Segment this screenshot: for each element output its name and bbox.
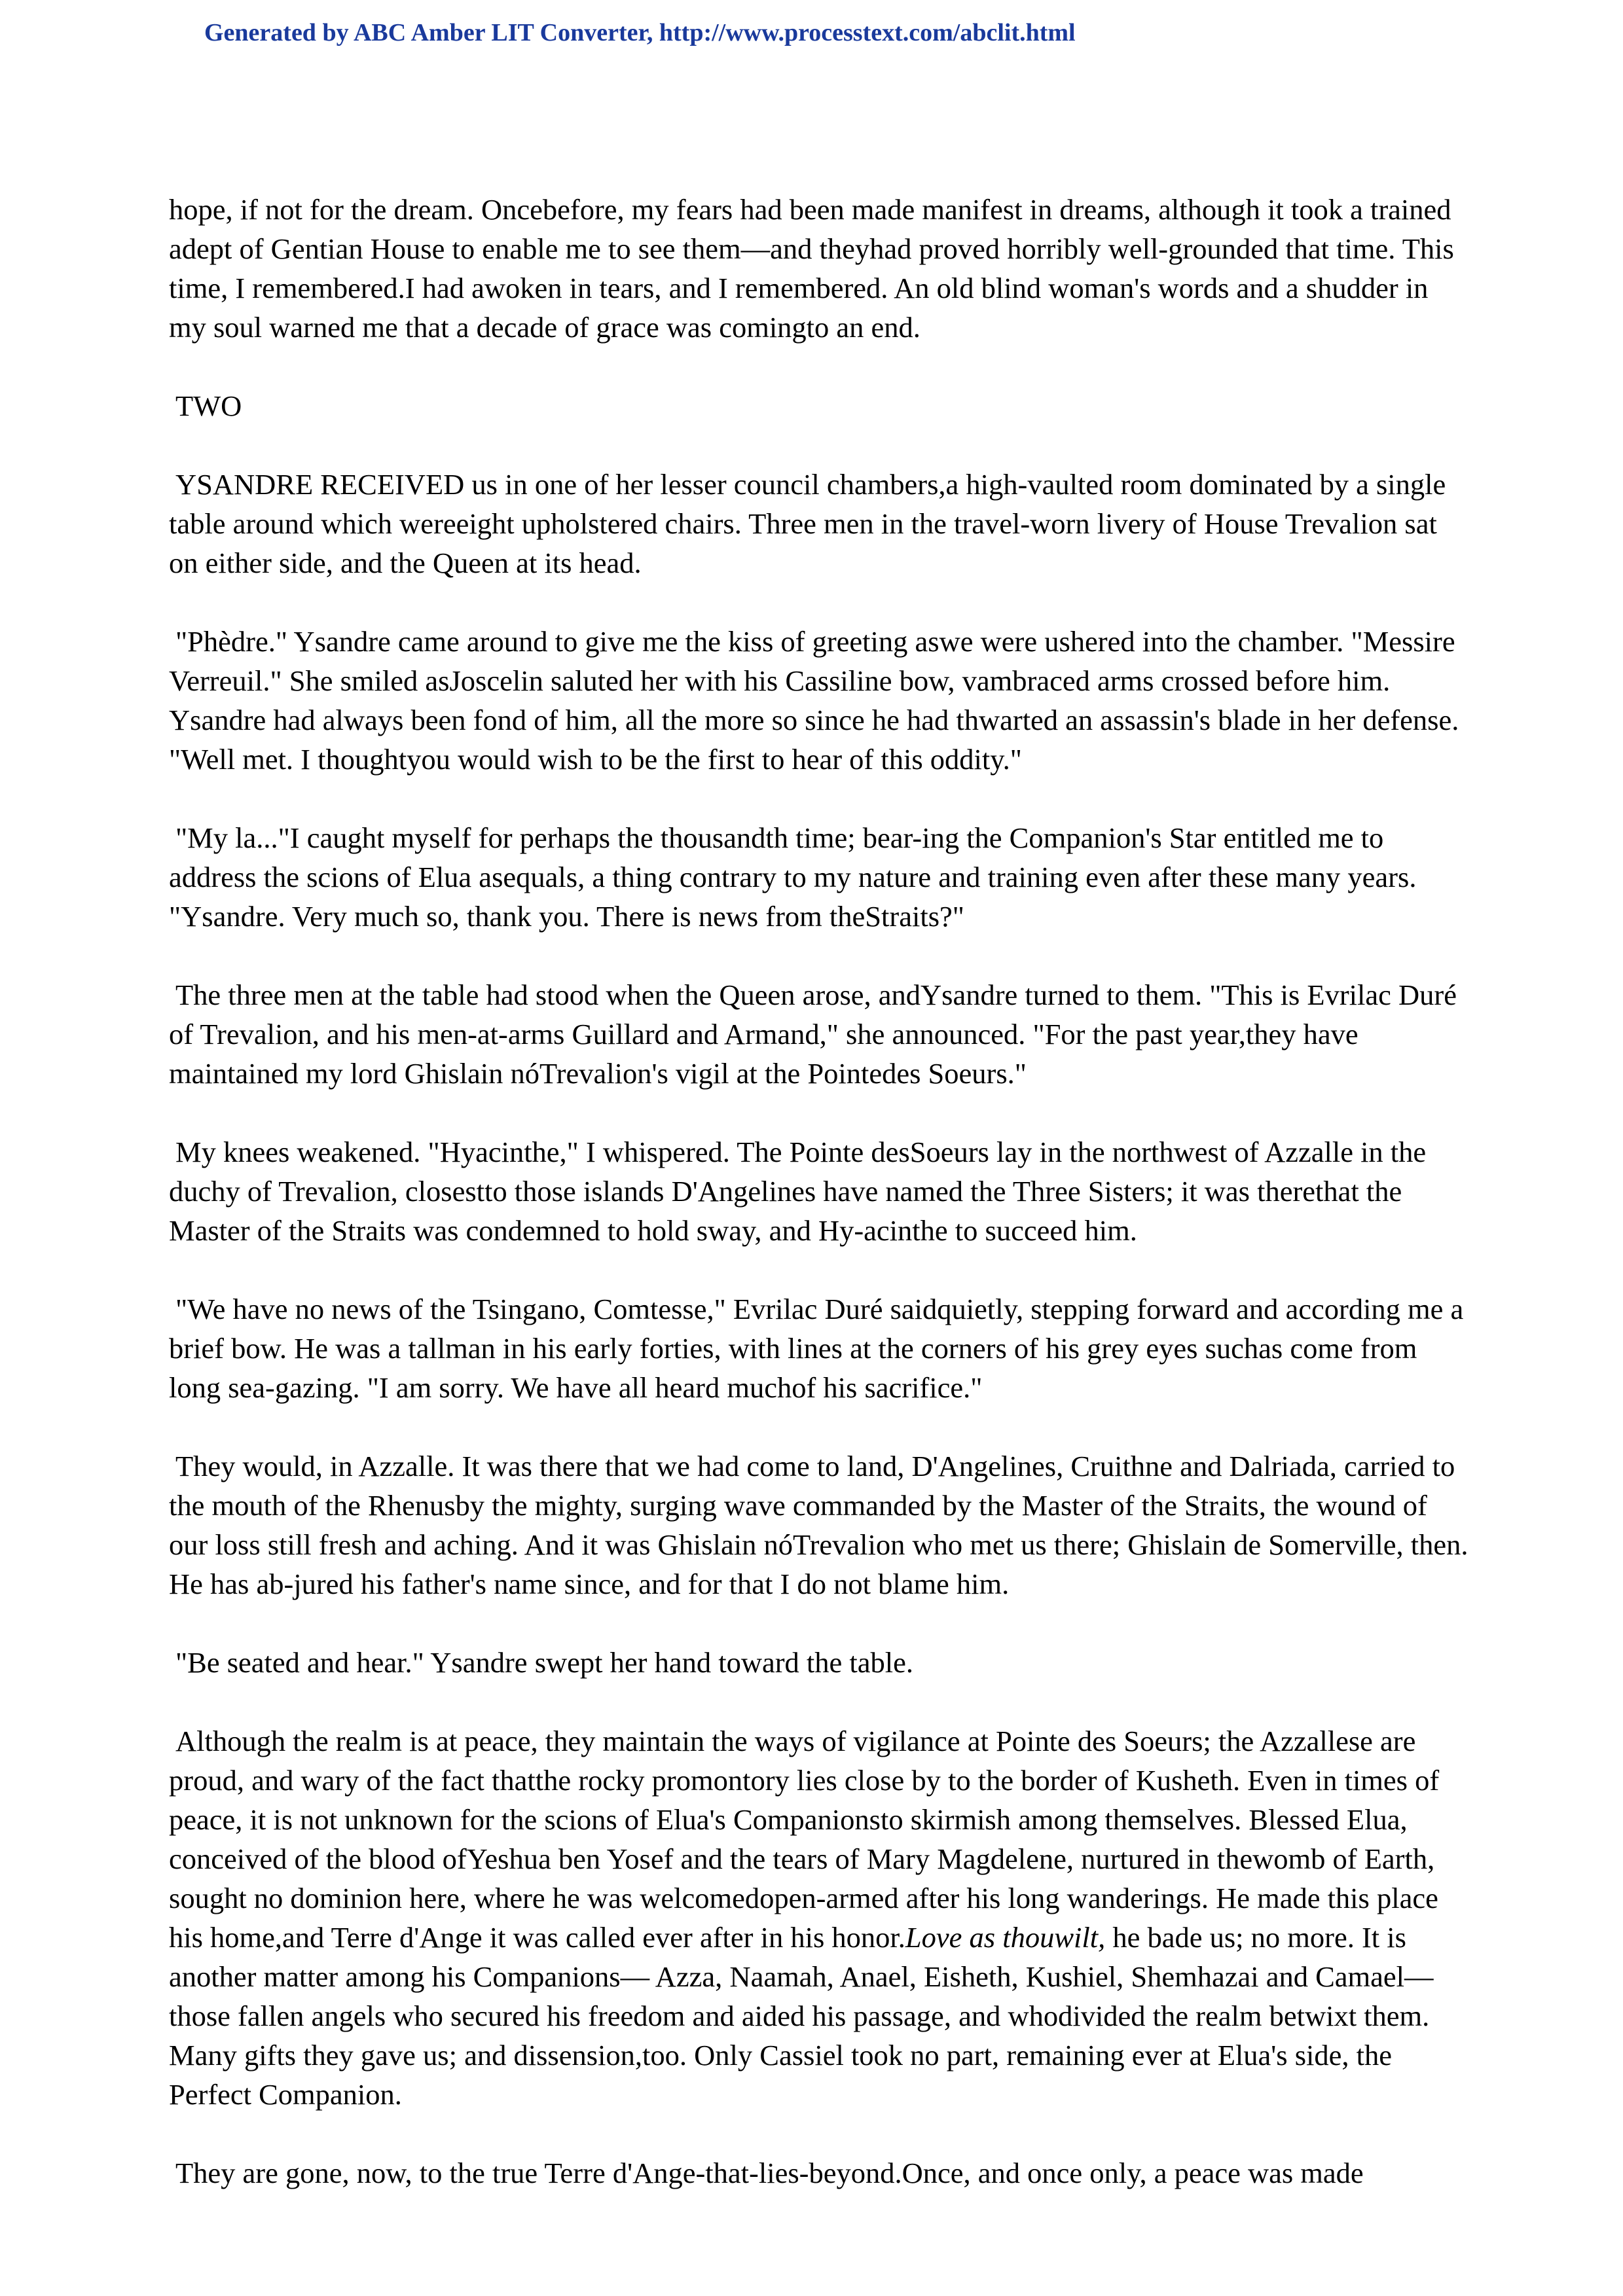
- paragraph-9: They would, in Azzalle. It was there that we had come to land, D'Angelines, Cruithne and Dalriada, carried to the mouth of the Rhenusby the mighty, surging wave commanded by the Master of the Straits, the wound of our loss still fresh and aching. And it was Ghislain nóTrevalion who met us there; Ghislain de Somerville, then. He has ab-jured his father's name since, and for that I do not blame him.: [169, 1450, 1468, 1600]
- paragraph-1: hope, if not for the dream. Oncebefore, my fears had been made manifest in dreams, although it took a trained adept of Gentian House to enable me to see them—and theyhad proved horribly well-grounded that time. This time, I remembered.I had awoken in tears, and I remembered. An old blind woman's words and a shudder in my soul warned me that a decade of grace was comingto an end.: [169, 193, 1454, 344]
- italic-quote: Love as thouwilt,: [905, 1921, 1106, 1954]
- paragraph-8: "We have no news of the Tsingano, Comtesse," Evrilac Duré saidquietly, stepping forward and according me a brief bow. He was a tallman in his early forties, with lines at the corners of his grey eyes suchas come from long sea-gazing. "I am sorry. We have all heard muchof his sacrifice.": [169, 1293, 1464, 1404]
- paragraph-10: "Be seated and hear." Ysandre swept her hand toward the table.: [175, 1646, 913, 1679]
- paragraph-11: [169, 1721, 1472, 2114]
- paragraph-3: YSANDRE RECEIVED us in one of her lesser council chambers,a high-vaulted room dominated by a single table around which wereeight upholstered chairs. Three men in the travel-worn livery of House Trevalion sat on either side, and the Queen at its head.: [169, 468, 1446, 579]
- converter-header-link[interactable]: Generated by ABC Amber LIT Converter, http://www.processtext.com/abclit.html: [204, 19, 1076, 46]
- document-body: [169, 190, 1472, 2193]
- paragraph-11-text-before: Although the realm is at peace, they maintain the ways of vigilance at Pointe des Soeurs; the Azzallese are proud, and wary of the fact thatthe rocky promontory lies close by to the border of Kusheth. Even in times of peace, it is not unknown for the scions of Elua's Companionsto skirmish among themselves. Blessed Elua, conceived of the blood ofYeshua ben Yosef and the tears of Mary Magdelene, nurtured in thewomb of Earth, sought no dominion here, where he was welcomedopen-armed after his long wanderings. He made this place his home,and Terre d'Ange it was called ever after in his honor.: [169, 1725, 1440, 1954]
- paragraph-11-text-after: he bade us; no more. It is another matter among his Companions— Azza, Naamah, Anael, Eisheth, Kushiel, Shemhazai and Camael—those fallen angels who secured his freedom and aided his passage, and whodivided the realm betwixt them. Many gifts they gave us; and dissension,too. Only Cassiel took no part, remaining ever at Elua's side, the Perfect Companion.: [169, 1921, 1434, 2111]
- paragraph-12: They are gone, now, to the true Terre d'Ange-that-lies-beyond.Once, and once only, a peace was made: [175, 2157, 1364, 2189]
- paragraph-5: "My la..."I caught myself for perhaps the thousandth time; bear-ing the Companion's Star entitled me to address the scions of Elua asequals, a thing contrary to my nature and training even after these many years. "Ysandre. Very much so, thank you. There is news from theStraits?": [169, 821, 1417, 933]
- paragraph-6: The three men at the table had stood when the Queen arose, andYsandre turned to them. "This is Evrilac Duré of Trevalion, and his men-at-arms Guillard and Armand," she announced. "For the past year,they have maintained my lord Ghislain nóTrevalion's vigil at the Pointedes Soeurs.": [169, 978, 1457, 1090]
- paragraph-7: My knees weakened. "Hyacinthe," I whispered. The Pointe desSoeurs lay in the northwest of Azzalle in the duchy of Trevalion, closestto those islands D'Angelines have named the Three Sisters; it was therethat the Master of the Straits was condemned to hold sway, and Hy-acinthe to succeed him.: [169, 1136, 1427, 1247]
- paragraph-4: "Phèdre." Ysandre came around to give me the kiss of greeting aswe were ushered into the chamber. "Messire Verreuil." She smiled asJoscelin saluted her with his Cassiline bow, vambraced arms crossed before him. Ysandre had always been fond of him, all the more so since he had thwarted an assassin's blade in her defense. "Well met. I thoughtyou would wish to be the first to hear of this oddity.": [169, 625, 1459, 776]
- chapter-heading: TWO: [175, 389, 242, 422]
